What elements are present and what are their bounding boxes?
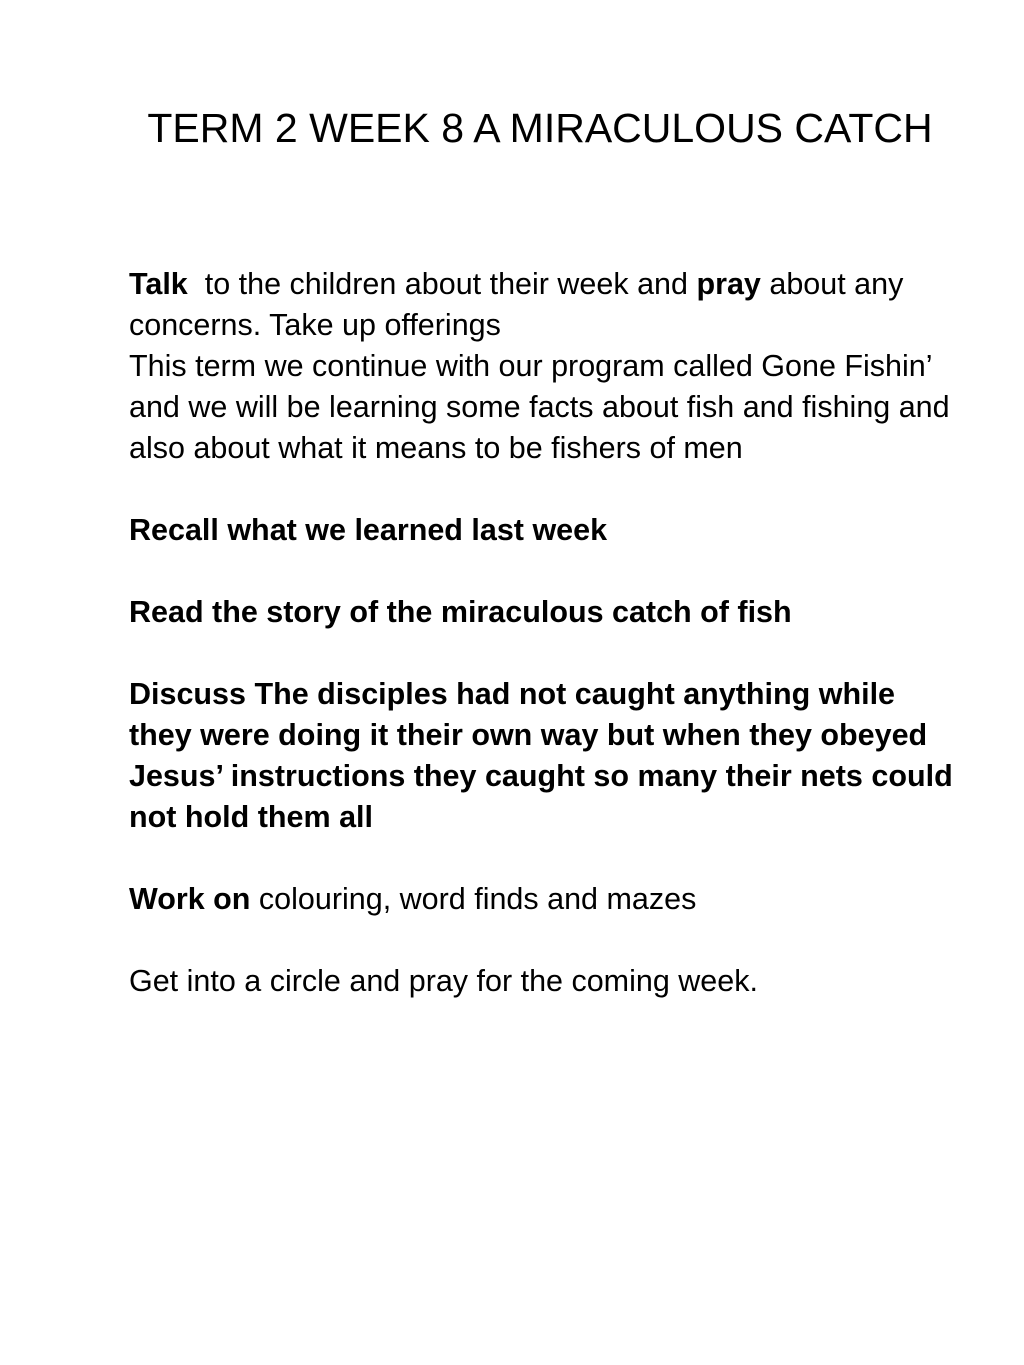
talk-text-continued: about any concerns. Take up offerings [129,267,904,342]
discuss-paragraph [129,674,959,838]
spacer [129,633,959,674]
talk-paragraph [129,264,959,346]
spacer [129,469,959,510]
pray-label: pray [696,267,761,301]
recall-text: Recall what we learned last week [129,513,608,547]
work-paragraph [129,879,959,920]
spacer [129,920,959,961]
discuss-text: Discuss The disciples had not caught anything while they were doing it their own way but when they obeyed Jesus’ instructions they caught so many their nets could not hold them all [129,677,953,834]
recall-heading [129,510,959,551]
work-label: Work on [129,882,251,916]
page-title: TERM 2 WEEK 8 A MIRACULOUS CATCH [147,105,933,151]
talk-text: to the children about their week and [204,267,688,301]
talk-label: Talk [129,267,188,301]
read-heading [129,592,959,633]
program-paragraph: This term we continue with our program called Gone Fishin’ and we will be learning some facts about fish and fishing and also about what it means to be fishers of men [129,349,950,465]
work-text: colouring, word finds and mazes [258,882,697,916]
spacer [129,551,959,592]
lesson-body [129,264,959,1002]
spacer [129,838,959,879]
read-text: Read the story of the miraculous catch of fish [129,595,792,629]
closing-paragraph: Get into a circle and pray for the coming week. [129,964,758,998]
